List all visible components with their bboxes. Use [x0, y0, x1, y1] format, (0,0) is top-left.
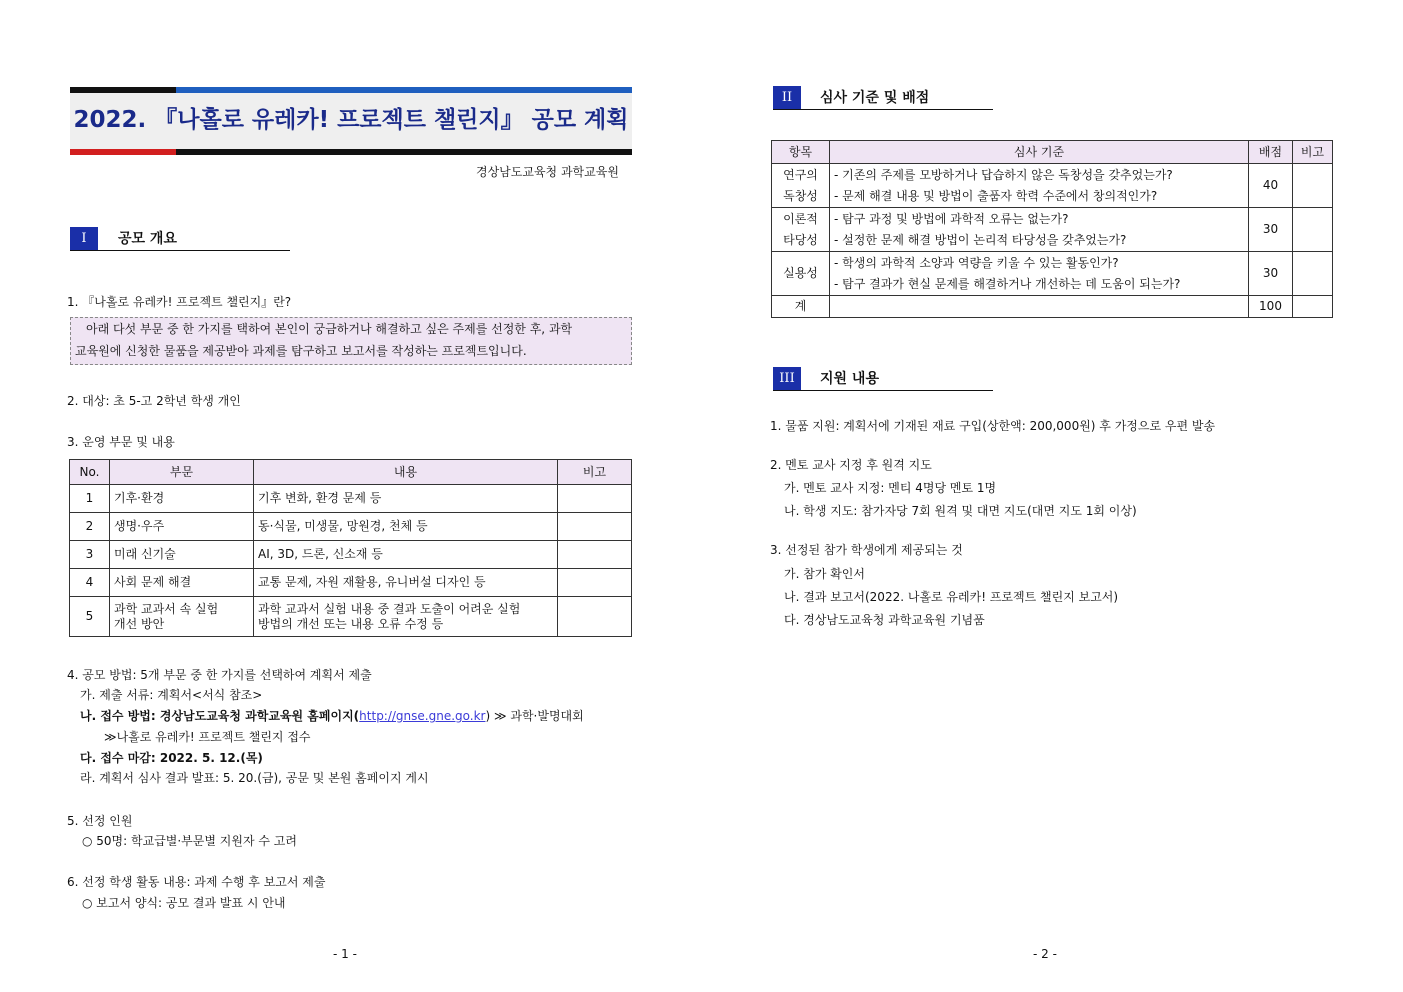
table-row [70, 485, 632, 513]
row-category-line-2: 개선 방안 [114, 616, 165, 631]
table-row [772, 208, 1333, 252]
section-2-title: 심사 기준 및 배점 [820, 90, 930, 106]
row-criteria-line-2: - 설정한 문제 해결 방법이 논리적 타당성을 갖추었는가? [834, 232, 1127, 247]
method-c: 다. 접수 마감: 2022. 5. 12.(목) [80, 751, 263, 765]
row-category: 기후·환경 [110, 485, 254, 513]
title-bar-bottom [70, 149, 632, 155]
support-2b: 나. 학생 지도: 참가자당 7회 원격 및 대면 지도(대면 지도 1회 이상) [784, 504, 1137, 518]
total-score: 100 [1249, 296, 1293, 318]
row-criteria-line-2: - 문제 해결 내용 및 방법이 출품자 학력 수준에서 창의적인가? [834, 188, 1158, 203]
row-criteria [830, 208, 1249, 252]
support-3b: 나. 결과 보고서(2022. 나홀로 유레카! 프로젝트 챌린지 보고서) [784, 590, 1119, 604]
row-criteria [830, 252, 1249, 296]
table-row [772, 164, 1333, 208]
target-text: 2. 대상: 초 5-고 2학년 학생 개인 [67, 394, 241, 408]
row-category: 생명·우주 [110, 513, 254, 541]
row-category: 미래 신기술 [110, 541, 254, 569]
row-note [1293, 208, 1333, 252]
support-3c: 다. 경상남도교육청 과학교육원 기념품 [784, 613, 985, 627]
row-item [772, 208, 830, 252]
row-category [110, 597, 254, 637]
total-note [1293, 296, 1333, 318]
activity-item: ○ 보고서 양식: 공모 결과 발표 시 안내 [82, 896, 286, 910]
row-item-line-2: 타당성 [783, 232, 818, 247]
support-3a: 가. 참가 확인서 [784, 567, 865, 581]
method-b-prefix: 나. 접수 방법: 경상남도교육청 과학교육원 홈페이지( [80, 709, 360, 723]
row-item-line-2: 독창성 [783, 188, 818, 203]
header-category: 부문 [110, 460, 254, 485]
row-item [772, 164, 830, 208]
section-1-number: I [70, 227, 98, 251]
categories-table [69, 459, 632, 637]
section-2-underline [773, 109, 993, 110]
row-criteria-line-1: - 탐구 과정 및 방법에 과학적 오류는 없는가? [834, 211, 1069, 226]
row-item-line-1: 연구의 [783, 167, 818, 182]
method-heading: 4. 공모 방법: 5개 부문 중 한 가지를 선택하여 계획서 제출 [67, 668, 372, 682]
row-criteria-line-1: - 기존의 주제를 모방하거나 답습하지 않은 독창성을 갖추었는가? [834, 167, 1173, 182]
criteria-table [771, 140, 1333, 318]
activity-heading: 6. 선정 학생 활동 내용: 과제 수행 후 보고서 제출 [67, 875, 326, 889]
method-a: 가. 제출 서류: 계획서<서식 참조> [80, 688, 263, 702]
section-3-underline [773, 390, 993, 391]
support-2: 2. 멘토 교사 지정 후 원격 지도 [770, 458, 932, 472]
table-header-row [70, 460, 632, 485]
header-score: 배점 [1249, 141, 1293, 164]
row-note [558, 541, 632, 569]
row-criteria [830, 164, 1249, 208]
intro-line-2: 교육원에 신청한 물품을 제공받아 과제를 탐구하고 보고서를 작성하는 프로젝트입니다. [75, 344, 527, 358]
row-no: 2 [70, 513, 110, 541]
header-criteria: 심사 기준 [830, 141, 1249, 164]
method-d: 라. 계획서 심사 결과 발표: 5. 20.(금), 공문 및 본원 홈페이지 게시 [80, 771, 429, 785]
row-content [254, 597, 558, 637]
row-item: 실용성 [772, 252, 830, 296]
row-no: 3 [70, 541, 110, 569]
select-item: ○ 50명: 학교급별·부문별 지원자 수 고려 [82, 834, 297, 848]
homepage-link[interactable]: http://gnse.gne.go.kr [359, 709, 486, 723]
table-row [70, 541, 632, 569]
row-content-line-1: 과학 교과서 실험 내용 중 결과 도출이 어려운 실험 [258, 601, 521, 616]
section-3-number: III [773, 367, 801, 391]
row-note [558, 513, 632, 541]
table-row [772, 252, 1333, 296]
table-row [70, 513, 632, 541]
section-3-title: 지원 내용 [820, 371, 879, 387]
row-no: 1 [70, 485, 110, 513]
row-content: 기후 변화, 환경 문제 등 [254, 485, 558, 513]
header-no: No. [70, 460, 110, 485]
row-category-line-1: 과학 교과서 속 실험 [114, 601, 219, 616]
page-number-2: - 2 - [1033, 947, 1057, 961]
table-total-row [772, 296, 1333, 318]
support-1: 1. 물품 지원: 계획서에 기재된 재료 구입(상한액: 200,000원) 후 가정으로 우편 발송 [770, 419, 1216, 433]
page-number-1: - 1 - [333, 947, 357, 961]
total-criteria [830, 296, 1249, 318]
header-item: 항목 [772, 141, 830, 164]
intro-line-1: 아래 다섯 부문 중 한 가지를 택하여 본인이 궁금하거나 해결하고 싶은 주제를 선정한 후, 과학 [86, 322, 573, 336]
row-content: AI, 3D, 드론, 신소재 등 [254, 541, 558, 569]
row-content: 동·식물, 미생물, 망원경, 천체 등 [254, 513, 558, 541]
row-category: 사회 문제 해결 [110, 569, 254, 597]
row-score: 30 [1249, 208, 1293, 252]
method-b-suffix: ) ≫ 과학·발명대회 [485, 709, 584, 723]
organization: 경상남도교육청 과학교육원 [476, 165, 619, 179]
row-note [558, 569, 632, 597]
row-score: 30 [1249, 252, 1293, 296]
support-2a: 가. 멘토 교사 지정: 멘티 4명당 멘토 1명 [784, 481, 997, 495]
row-note [1293, 252, 1333, 296]
select-heading: 5. 선정 인원 [67, 814, 133, 828]
method-b [80, 708, 584, 724]
row-no: 5 [70, 597, 110, 637]
header-note: 비고 [1293, 141, 1333, 164]
row-note [558, 597, 632, 637]
document-title: 2022. 『나홀로 유레카! 프로젝트 챌린지』 공모 계획 [73, 107, 629, 133]
row-note [1293, 164, 1333, 208]
table-row [70, 597, 632, 637]
row-item-line-1: 이론적 [783, 211, 818, 226]
section-1-title: 공모 개요 [118, 231, 177, 247]
question-1: 1. 『나홀로 유레카! 프로젝트 챌린지』란? [67, 295, 292, 309]
section-2-number: II [773, 86, 801, 110]
support-3: 3. 선정된 참가 학생에게 제공되는 것 [770, 543, 963, 557]
ops-heading: 3. 운영 부문 및 내용 [67, 435, 175, 449]
table-header-row [772, 141, 1333, 164]
table-row [70, 569, 632, 597]
header-content: 내용 [254, 460, 558, 485]
row-no: 4 [70, 569, 110, 597]
row-note [558, 485, 632, 513]
section-1-underline [70, 250, 290, 251]
row-criteria-line-2: - 탐구 결과가 현실 문제를 해결하거나 개선하는 데 도움이 되는가? [834, 276, 1181, 291]
total-label: 계 [772, 296, 830, 318]
method-b-2: ≫나홀로 유레카! 프로젝트 챌린지 접수 [104, 730, 311, 744]
row-content-line-2: 방법의 개선 또는 내용 오류 수정 등 [258, 616, 444, 631]
row-score: 40 [1249, 164, 1293, 208]
row-criteria-line-1: - 학생의 과학적 소양과 역량을 키울 수 있는 활동인가? [834, 255, 1119, 270]
row-content: 교통 문제, 자원 재활용, 유니버설 디자인 등 [254, 569, 558, 597]
header-note: 비고 [558, 460, 632, 485]
